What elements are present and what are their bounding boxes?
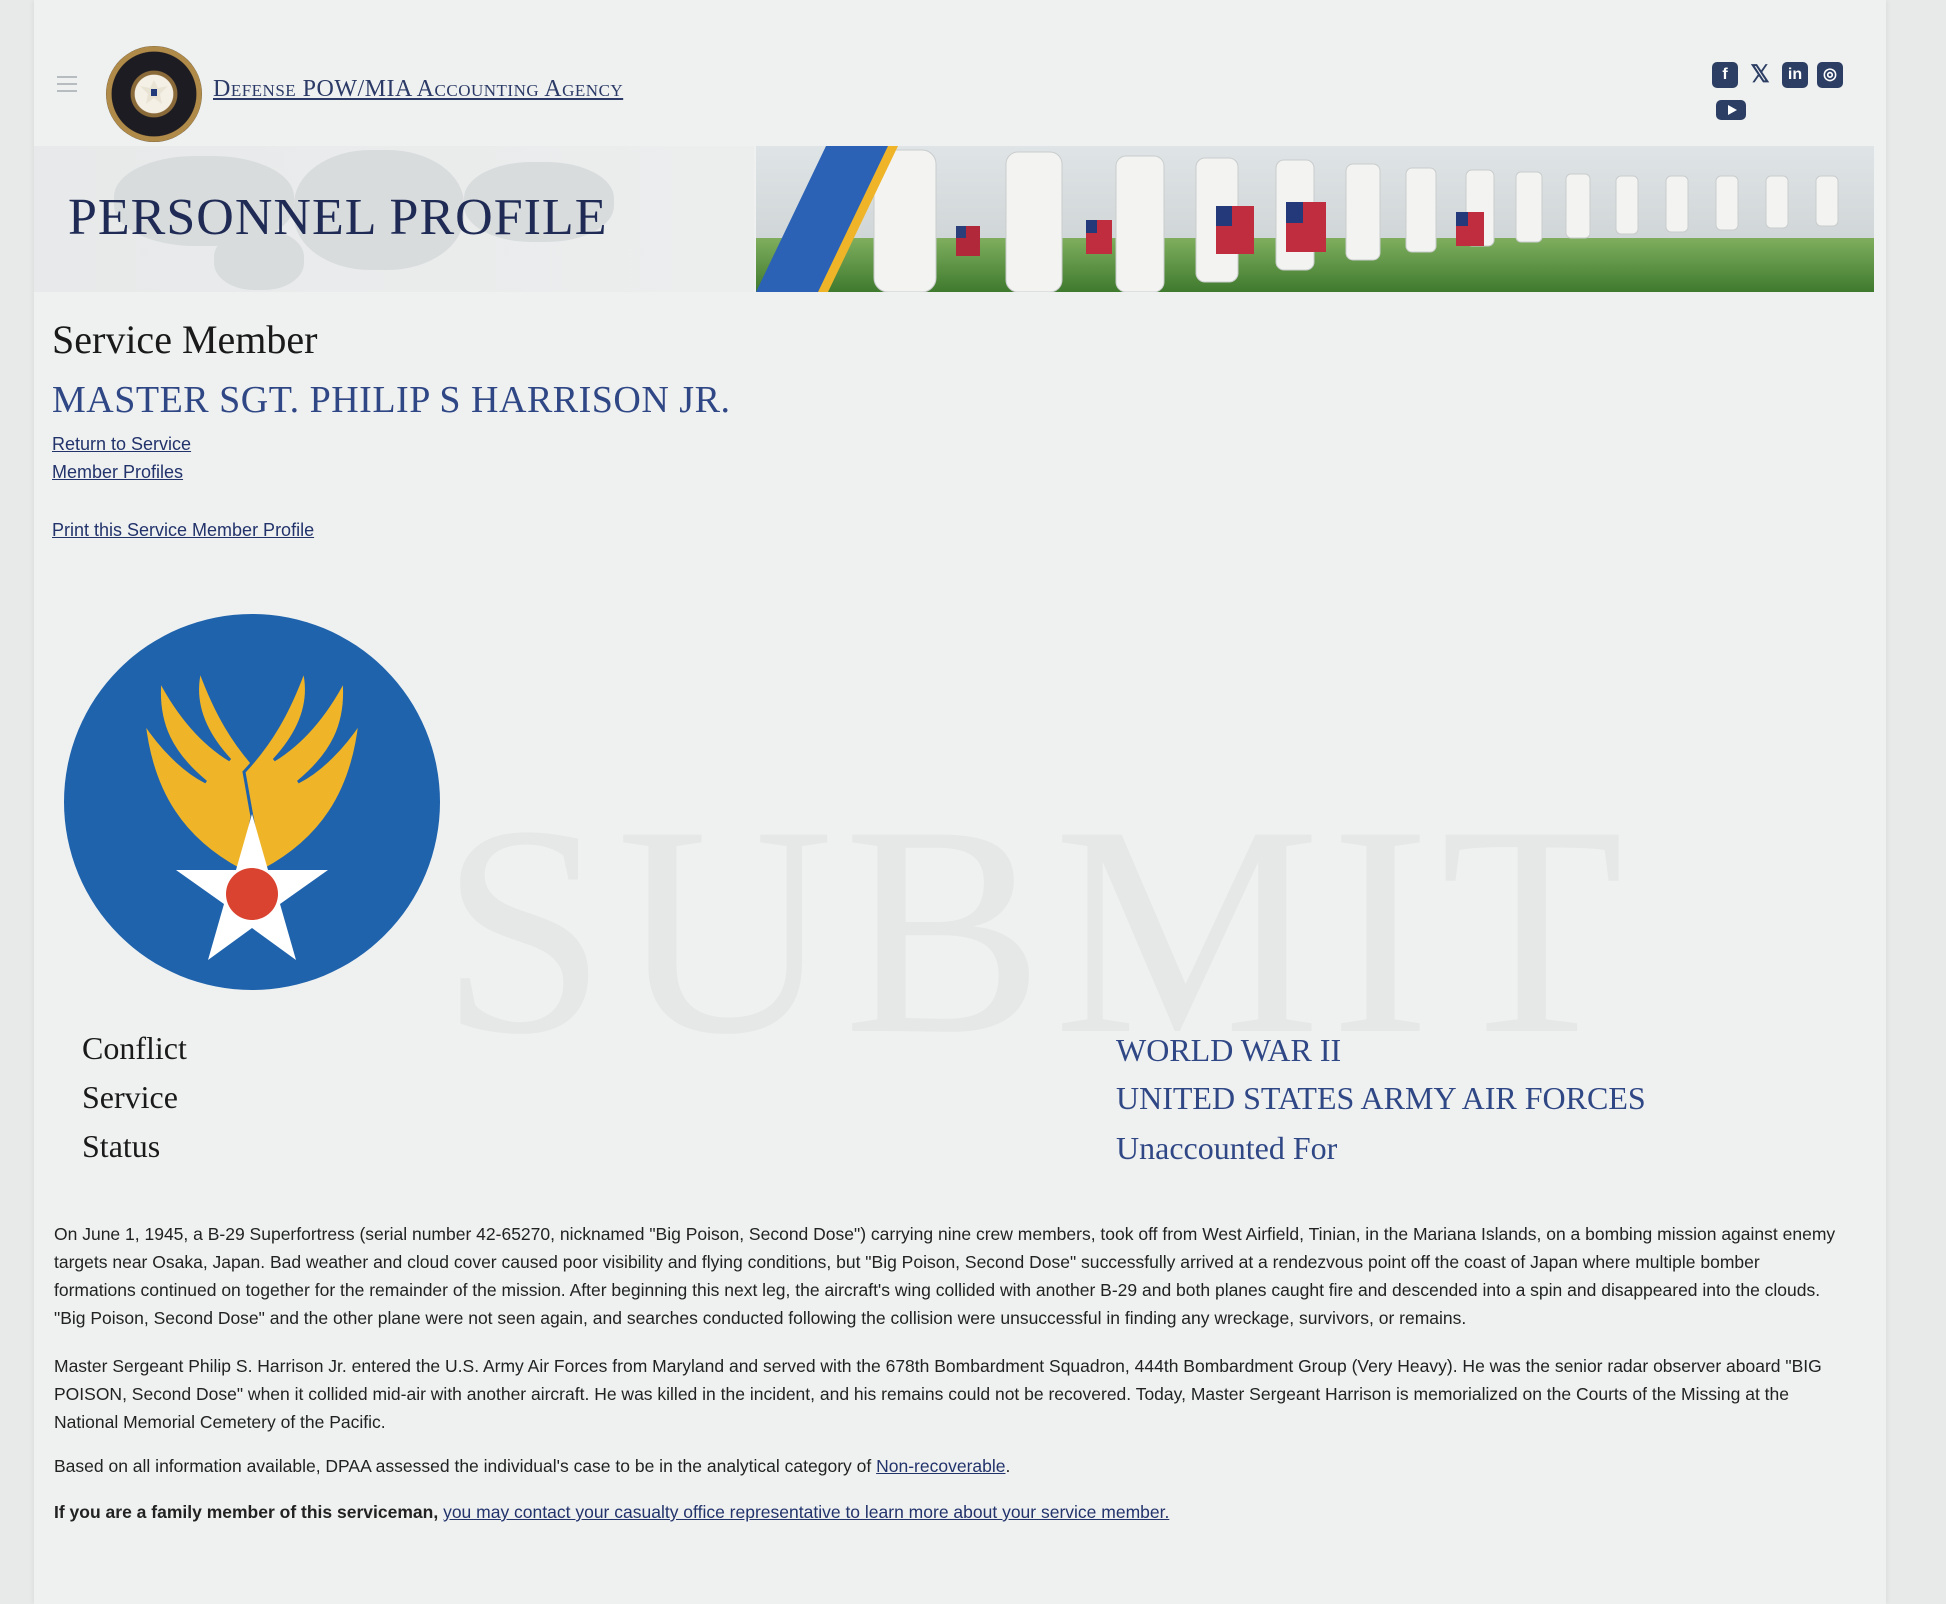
cemetery-banner-image xyxy=(756,146,1874,292)
facebook-icon[interactable]: f xyxy=(1712,62,1738,88)
social-links xyxy=(1712,62,1843,88)
status-value: Unaccounted For xyxy=(1116,1130,1338,1166)
return-to-profiles-link-line2[interactable]: Member Profiles xyxy=(52,462,184,482)
family-contact-paragraph xyxy=(54,1498,1844,1526)
family-member-bold-text: If you are a family member of this serviceman, xyxy=(54,1502,439,1522)
casualty-office-link[interactable]: you may contact your casualty office representative to learn more about your service member. xyxy=(443,1502,1170,1522)
service-member-label: Service Member xyxy=(52,317,318,362)
non-recoverable-link[interactable]: Non-recoverable xyxy=(876,1456,1006,1476)
service-value: UNITED STATES ARMY AIR FORCES xyxy=(1116,1080,1646,1116)
incident-paragraph: On June 1, 1945, a B-29 Superfortress (serial number 42-65270, nicknamed "Big Poison, Second Dose") carrying nine crew members, took off from West Airfield, Tinian, in the Mariana Islands, on a bombing mission against enemy targets near Osaka, Japan. Bad weather and cloud cover caused poor visibility and flying conditions, but "Big Poison, Second Dose" successfully arrived at a rendezvous point off the coast of Japan where multiple bomber formations continued on together for the remainder of the mission. After beginning this next leg, the aircraft's wing collided with another B-29 and both planes caught fire and descended into a spin and disappeared into the clouds. "Big Poison, Second Dose" and the other plane were not seen again, and searches conducted following the collision were unsuccessful in finding any wreckage, survivors, or remains. xyxy=(54,1224,1836,1328)
conflict-label: Conflict xyxy=(82,1030,187,1066)
seal-eagle-icon xyxy=(136,74,172,110)
instagram-icon[interactable]: ◎ xyxy=(1817,62,1843,88)
service-member-name: MASTER SGT. PHILIP S HARRISON JR. xyxy=(52,379,731,421)
assessment-paragraph xyxy=(54,1452,1844,1480)
linkedin-icon[interactable]: in xyxy=(1782,62,1808,88)
assessment-period: . xyxy=(1005,1456,1011,1476)
agency-home-link[interactable]: Defense POW/MIA Accounting Agency xyxy=(213,76,624,102)
submit-watermark xyxy=(440,780,1634,1080)
hamburger-menu-icon[interactable] xyxy=(57,76,77,92)
x-icon[interactable]: 𝕏 xyxy=(1750,61,1770,88)
return-to-profiles-link-line1[interactable]: Return to Service xyxy=(52,434,192,454)
status-label: Status xyxy=(82,1128,161,1164)
print-profile-link[interactable]: Print this Service Member Profile xyxy=(52,520,315,540)
service-label: Service xyxy=(82,1079,178,1115)
assessment-text: Based on all information available, DPAA assessed the individual's case to be in the analytical category of xyxy=(54,1456,877,1476)
conflict-value: WORLD WAR II xyxy=(1116,1032,1342,1068)
army-air-forces-emblem-icon xyxy=(64,614,440,990)
biography-paragraph: Master Sergeant Philip S. Harrison Jr. entered the U.S. Army Air Forces from Maryland and served with the 678th Bombardment Squadron, 444th Bombardment Group (Very Heavy). He was the senior radar observer aboard "BIG POISON, Second Dose" when it collided mid-air with another aircraft. He was killed in the incident, and his remains could not be recovered. Today, Master Sergeant Harrison is memorialized on the Courts of the Missing at the National Memorial Cemetery of the Pacific. xyxy=(54,1356,1822,1432)
page-title: PERSONNEL PROFILE xyxy=(68,189,608,246)
youtube-icon[interactable] xyxy=(1716,100,1746,120)
